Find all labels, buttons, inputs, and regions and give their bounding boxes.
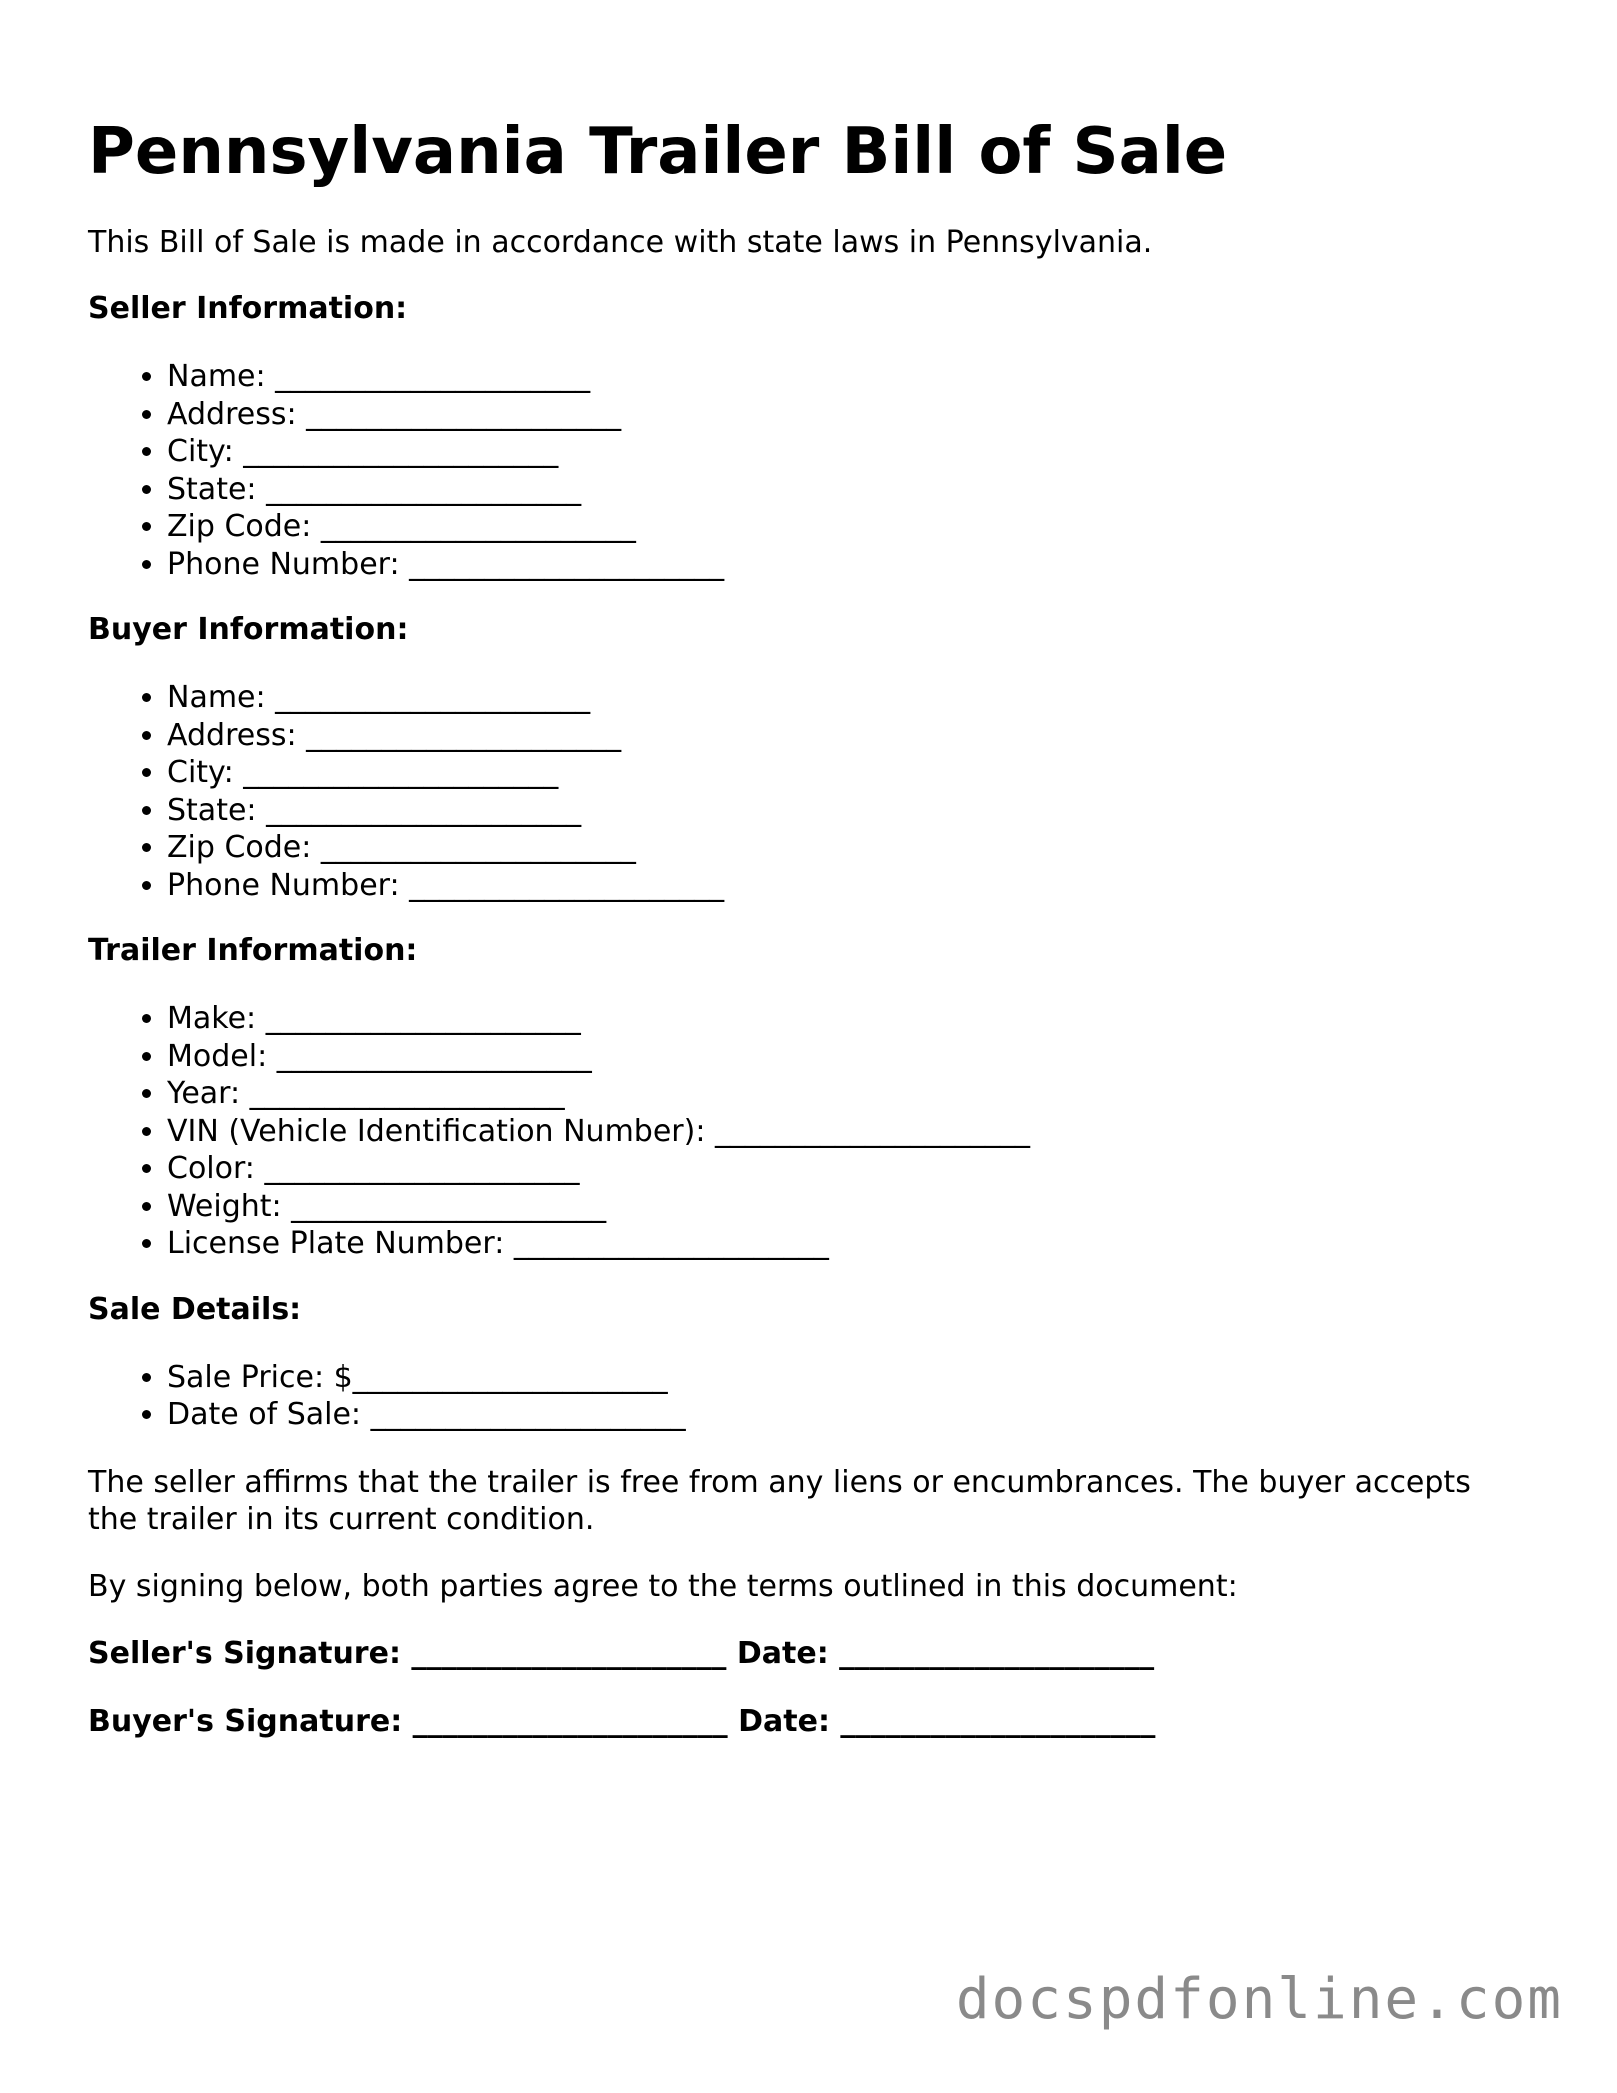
page-title: Pennsylvania Trailer Bill of Sale [88,115,1228,189]
trailer-fields [88,1000,1528,1263]
blank-line: _____________________ [409,546,725,582]
seller-heading: Seller Information: [88,291,408,326]
blank-line: _____________________ [714,1113,1030,1149]
trailer-model-field: • Model: _____________________ [167,1038,1528,1076]
blank-line: _____________________ [306,717,622,753]
blank-line: _____________________ [306,396,622,432]
blank-line: _____________________ [243,755,559,790]
blank-line: _____________________ [412,1703,728,1739]
blank-line: _____________________ [320,830,636,865]
blank-line: _____________________ [320,509,636,544]
buyer-address-field: • Address: _____________________ [167,717,1528,755]
seller-signature-line: Seller's Signature: _____________________ Date: _____________________ [88,1635,1155,1671]
blank-line: _____________________ [266,792,582,828]
seller-city-field: • City: _____________________ [167,433,1528,471]
seller-state-field: • State: _____________________ [167,471,1528,509]
buyer-zip-field: • Zip Code: _____________________ [167,829,1528,867]
buyer-heading: Buyer Information: [88,612,409,647]
affirmation-text: The seller affirms that the trailer is free from any liens or encumbrances. The buyer accepts the trailer in its current condition. [88,1464,1471,1537]
blank-line: _____________________ [249,1076,565,1111]
seller-phone-field: • Phone Number: _____________________ [167,546,1528,584]
blank-line: _____________________ [265,1001,581,1036]
seller-fields [88,358,1528,583]
blank-line: _____________________ [513,1226,829,1261]
blank-line: _____________________ [276,1038,592,1074]
buyer-phone-field: • Phone Number: _____________________ [167,867,1528,905]
seller-name-field: • Name: _____________________ [167,358,1528,396]
agreement-text: By signing below, both parties agree to the terms outlined in this document: [88,1568,1238,1604]
blank-line: _____________________ [411,1635,727,1671]
blank-line: _____________________ [266,471,582,507]
trailer-year-field: • Year: _____________________ [167,1075,1528,1113]
buyer-city-field: • City: _____________________ [167,754,1528,792]
blank-line: _____________________ [291,1188,607,1224]
trailer-make-field: • Make: _____________________ [167,1000,1528,1038]
buyer-signature-line: Buyer's Signature: _____________________ Date: _____________________ [88,1703,1156,1739]
trailer-plate-field: • License Plate Number: _____________________ [167,1225,1528,1263]
sale-fields [88,1359,1528,1434]
blank-line: _____________________ [352,1359,668,1395]
blank-line: _____________________ [275,680,591,715]
buyer-state-field: • State: _____________________ [167,792,1528,830]
intro-text: This Bill of Sale is made in accordance with state laws in Pennsylvania. [88,225,1153,260]
trailer-heading: Trailer Information: [88,933,418,968]
blank-line: _____________________ [370,1397,686,1432]
blank-line: _____________________ [275,359,591,394]
blank-line: _____________________ [839,1635,1155,1671]
document-page [88,108,1528,1741]
buyer-name-field: • Name: _____________________ [167,679,1528,717]
watermark: docspdfonline.com [955,1967,1563,2032]
buyer-fields [88,679,1528,904]
sale-price-field: • Sale Price: $_____________________ [167,1359,1528,1397]
trailer-weight-field: • Weight: _____________________ [167,1188,1528,1226]
blank-line: _____________________ [840,1703,1156,1739]
sale-heading: Sale Details: [88,1291,302,1327]
trailer-vin-field: • VIN (Vehicle Identification Number): _____________________ [167,1113,1528,1151]
seller-address-field: • Address: _____________________ [167,396,1528,434]
seller-zip-field: • Zip Code: _____________________ [167,508,1528,546]
blank-line: _____________________ [243,434,559,469]
blank-line: _____________________ [264,1151,580,1186]
blank-line: _____________________ [409,867,725,903]
trailer-color-field: • Color: _____________________ [167,1150,1528,1188]
sale-date-field: • Date of Sale: _____________________ [167,1396,1528,1434]
